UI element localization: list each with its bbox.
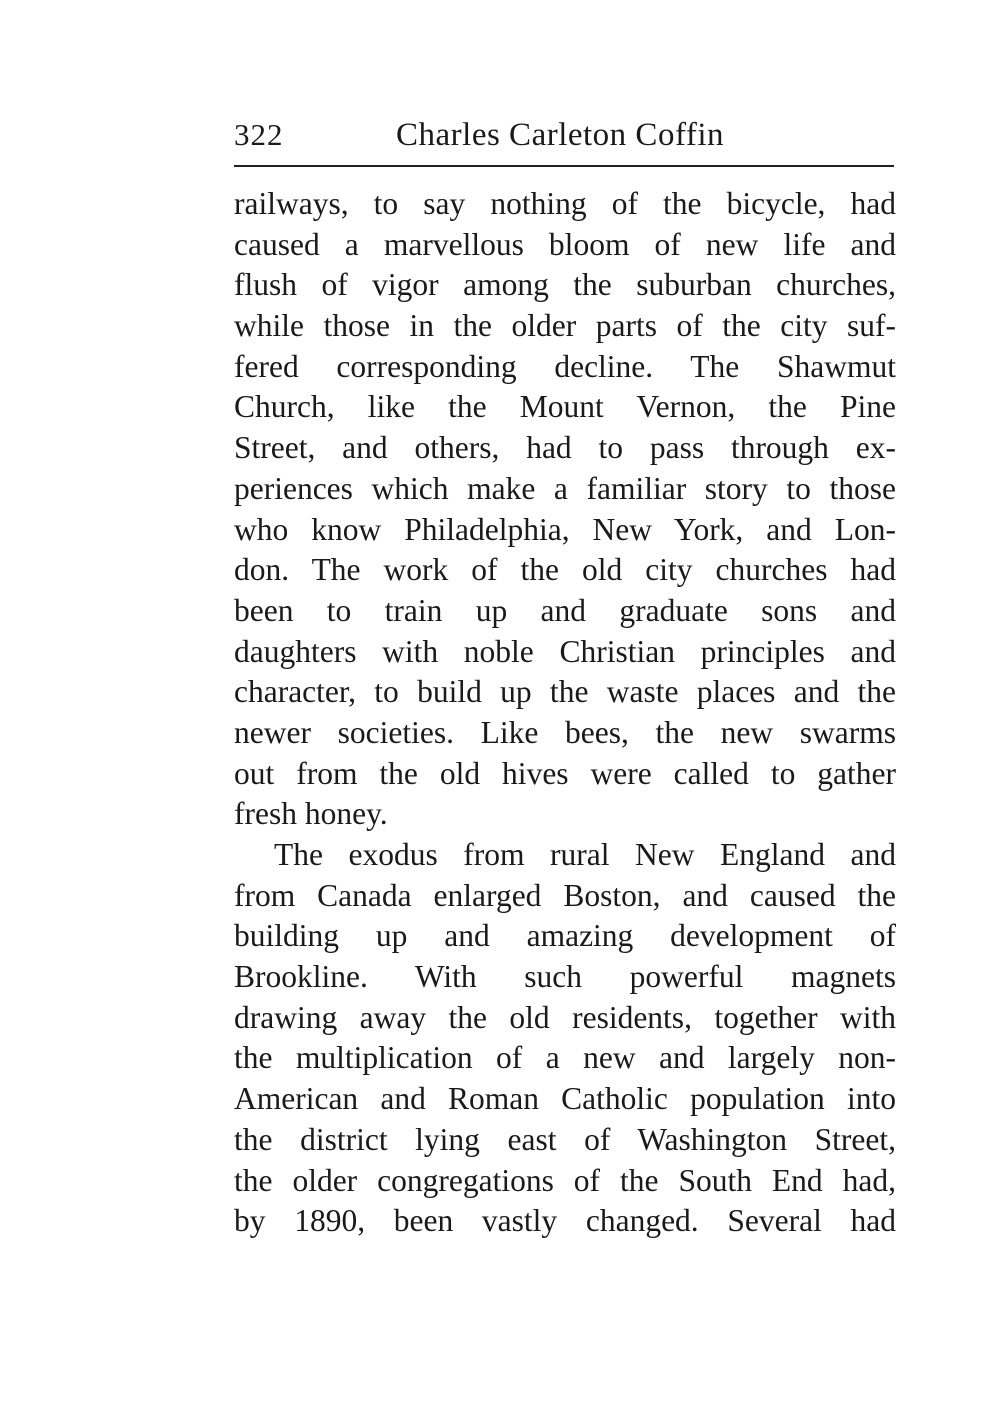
text-line: been to train up and graduate sons and	[234, 592, 896, 628]
text-line: fresh honey.	[234, 796, 388, 832]
running-title: Charles Carleton Coffin	[396, 117, 724, 153]
text-line: Brookline. With such powerful magnets	[234, 959, 896, 995]
text-line: from Canada enlarged Boston, and caused the	[234, 877, 896, 913]
text-line: the multiplication of a new and largely non-	[234, 1040, 896, 1076]
text-line: building up and amazing development of	[234, 918, 896, 954]
text-line: the district lying east of Washington Street,	[234, 1121, 896, 1157]
text-line: periences which make a familiar story to those	[234, 470, 896, 506]
text-line: while those in the older parts of the city suf-	[234, 308, 896, 344]
text-line: The exodus from rural New England and	[274, 837, 896, 872]
page-number: 322	[234, 117, 284, 152]
text-line: don. The work of the old city churches had	[234, 552, 896, 588]
text-line: daughters with noble Christian principles and	[234, 633, 896, 669]
text-line: flush of vigor among the suburban churches,	[234, 267, 896, 303]
text-line: character, to build up the waste places and the	[234, 674, 896, 710]
text-line: out from the old hives were called to gather	[234, 755, 896, 791]
text-line: fered corresponding decline. The Shawmut	[234, 348, 896, 384]
text-line: American and Roman Catholic population into	[234, 1081, 896, 1117]
text-line: Street, and others, had to pass through ex-	[234, 430, 896, 466]
text-line: newer societies. Like bees, the new swarms	[234, 714, 896, 750]
text-line: caused a marvellous bloom of new life and	[234, 226, 896, 262]
body-text	[234, 184, 896, 1242]
text-line: drawing away the old residents, together with	[234, 999, 896, 1035]
text-line: who know Philadelphia, New York, and Lon-	[234, 511, 896, 547]
text-line: the older congregations of the South End had,	[234, 1162, 896, 1198]
text-line: Church, like the Mount Vernon, the Pine	[234, 389, 896, 425]
running-head	[234, 112, 894, 158]
text-line: by 1890, been vastly changed. Several had	[234, 1203, 896, 1239]
text-line: railways, to say nothing of the bicycle, had	[234, 186, 896, 221]
header-rule	[234, 165, 894, 167]
